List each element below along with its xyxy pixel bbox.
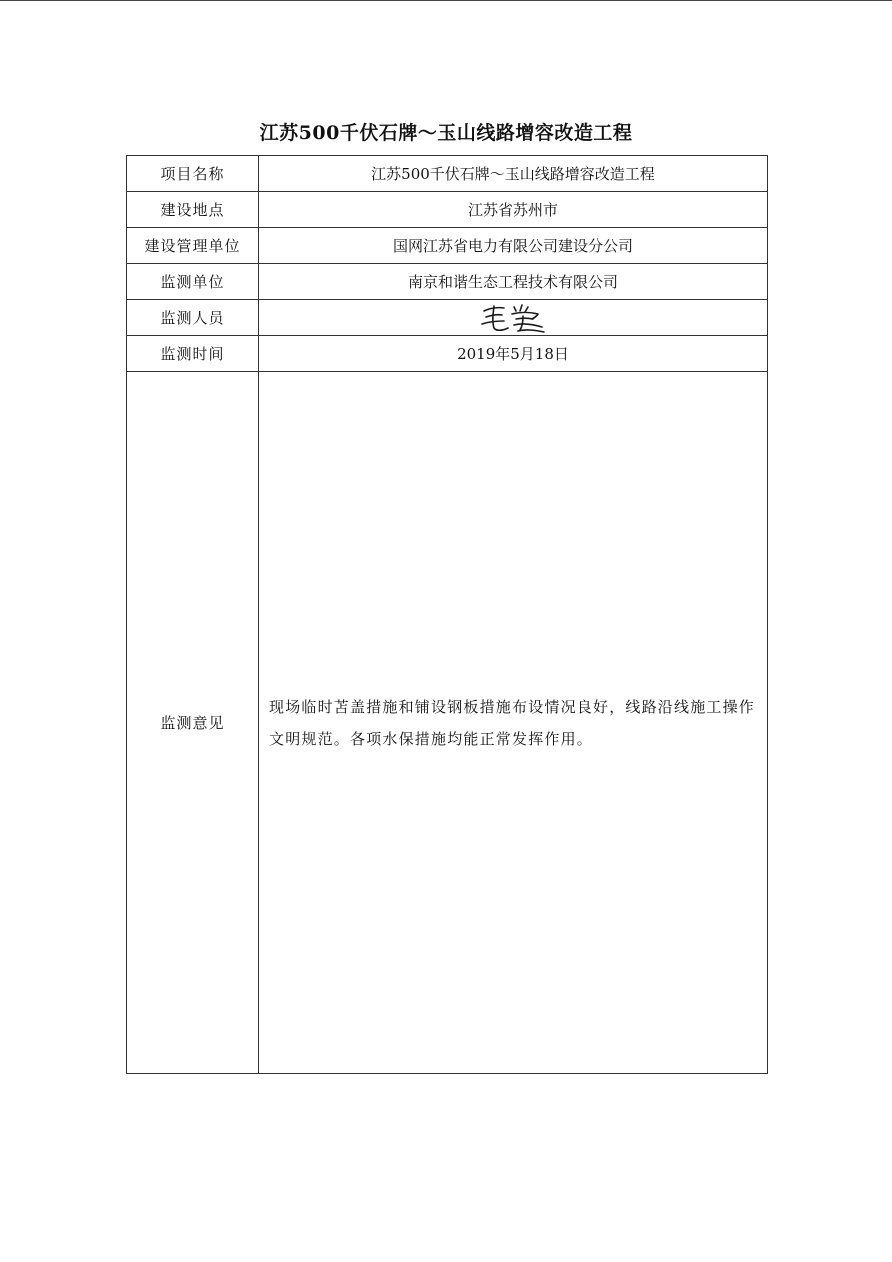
document-title: 江苏500千伏石牌～玉山线路增容改造工程 xyxy=(259,122,633,144)
project-name-label: 项目名称 xyxy=(127,156,259,192)
table-row xyxy=(127,372,768,1074)
monitoring-opinion-text: 现场临时苫盖措施和铺设钢板措施布设情况良好，线路沿线施工操作文明规范。各项水保措施均能正常发挥作用。 xyxy=(259,372,768,1074)
table-row xyxy=(127,336,768,372)
monitoring-staff-label: 监测人员 xyxy=(127,300,259,336)
monitoring-unit-value: 南京和谐生态工程技术有限公司 xyxy=(259,264,768,300)
management-unit-label: 建设管理单位 xyxy=(127,228,259,264)
construction-location-value: 江苏省苏州市 xyxy=(259,192,768,228)
table-row xyxy=(127,264,768,300)
monitoring-time-value: 2019年5月18日 xyxy=(259,336,768,372)
table-row xyxy=(127,192,768,228)
construction-location-label: 建设地点 xyxy=(127,192,259,228)
project-name-value: 江苏500千伏石牌～玉山线路增容改造工程 xyxy=(259,156,768,192)
monitoring-record-table xyxy=(126,155,768,1074)
handwritten-signature xyxy=(478,302,548,334)
monitoring-unit-label: 监测单位 xyxy=(127,264,259,300)
monitoring-staff-value xyxy=(259,300,768,336)
management-unit-value: 国网江苏省电力有限公司建设分公司 xyxy=(259,228,768,264)
monitoring-time-label: 监测时间 xyxy=(127,336,259,372)
table-row xyxy=(127,156,768,192)
monitoring-opinion-label: 监测意见 xyxy=(127,372,259,1074)
page-top-border xyxy=(0,0,892,1)
table-row xyxy=(127,300,768,336)
table-row xyxy=(127,228,768,264)
